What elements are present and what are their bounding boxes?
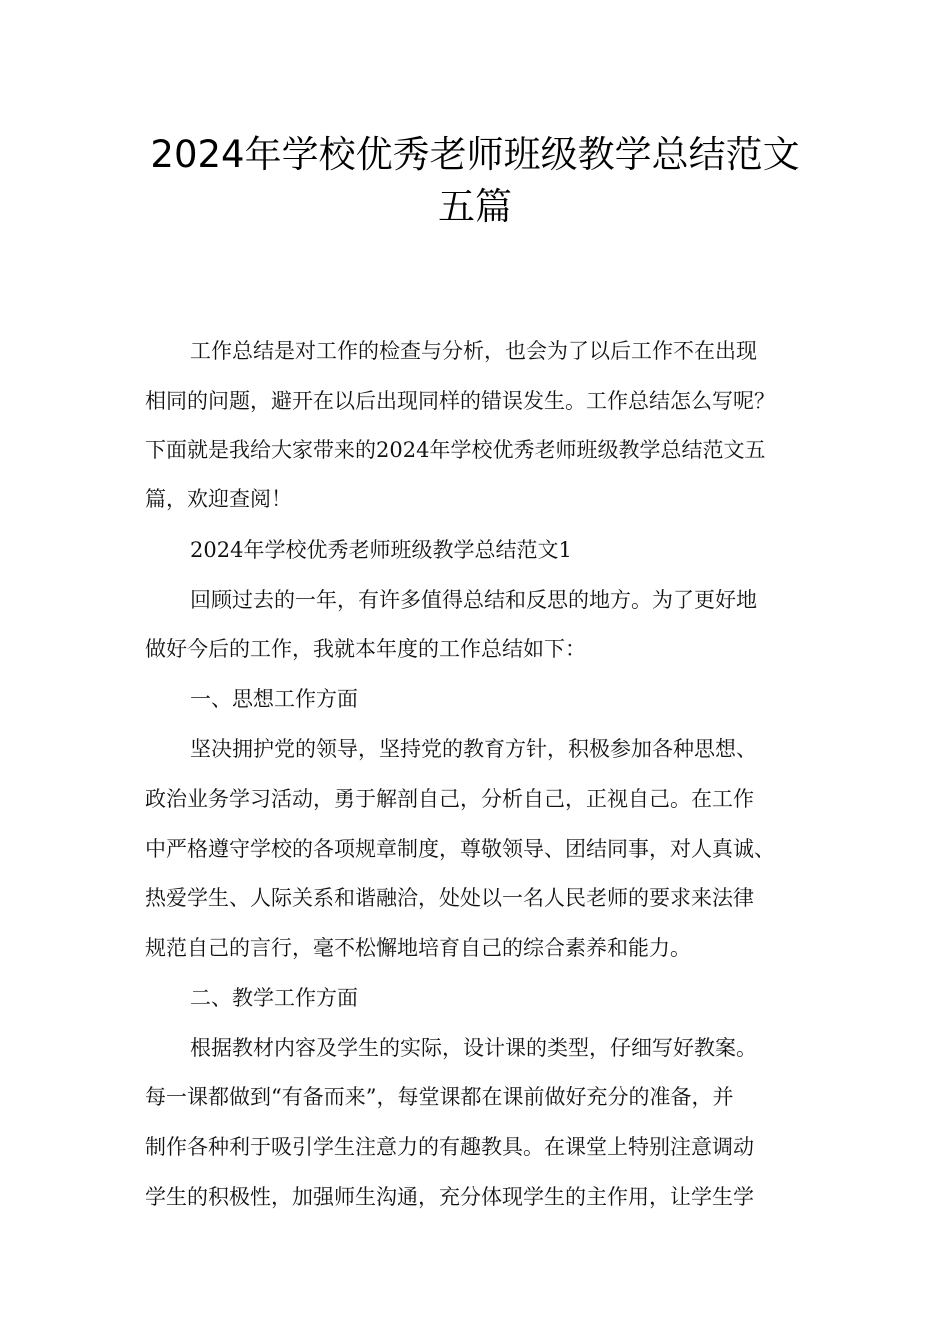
document-title-line-2: 五篇 bbox=[438, 185, 512, 228]
paragraph-line: 中严格遵守学校的各项规章制度，尊敬领导、团结同事，对人真诚、 bbox=[145, 837, 775, 861]
section-heading: 2024年学校优秀老师班级教学总结范文1 bbox=[190, 538, 572, 562]
paragraph-line: 相同的问题，避开在以后出现同样的错误发生。工作总结怎么写呢？ bbox=[145, 389, 775, 413]
paragraph-line: 回顾过去的一年，有许多值得总结和反思的地方。为了更好地 bbox=[190, 588, 757, 612]
paragraph-line: 学生的积极性，加强师生沟通，充分体现学生的主作用，让学生学 bbox=[145, 1185, 754, 1209]
paragraph-line: 做好今后的工作，我就本年度的工作总结如下： bbox=[145, 637, 586, 661]
section-heading: 二、教学工作方面 bbox=[190, 986, 358, 1010]
paragraph-line: 根据教材内容及学生的实际，设计课的类型，仔细写好教案。 bbox=[190, 1036, 757, 1060]
paragraph-line: 工作总结是对工作的检查与分析，也会为了以后工作不在出现 bbox=[190, 339, 757, 363]
section-heading: 一、思想工作方面 bbox=[190, 687, 358, 711]
paragraph-line: 每一课都做到“有备而来”，每堂课都在课前做好充分的准备，并 bbox=[145, 1085, 734, 1109]
paragraph-line: 下面就是我给大家带来的2024年学校优秀老师班级教学总结范文五 bbox=[145, 438, 766, 462]
paragraph-line: 规范自己的言行，毫不松懈地培育自己的综合素养和能力。 bbox=[145, 936, 691, 960]
paragraph-line: 热爱学生、人际关系和谐融洽，处处以一名人民老师的要求来法律 bbox=[145, 886, 754, 910]
document-title-line-1: 2024年学校优秀老师班级教学总结范文 bbox=[150, 133, 800, 176]
paragraph-line: 篇，欢迎查阅！ bbox=[145, 487, 292, 511]
paragraph-line: 制作各种利于吸引学生注意力的有趣教具。在课堂上特别注意调动 bbox=[145, 1135, 754, 1159]
paragraph-line: 政治业务学习活动，勇于解剖自己，分析自己，正视自己。在工作 bbox=[145, 787, 754, 811]
paragraph-line: 坚决拥护党的领导，坚持党的教育方针，积极参加各种思想、 bbox=[190, 737, 757, 761]
